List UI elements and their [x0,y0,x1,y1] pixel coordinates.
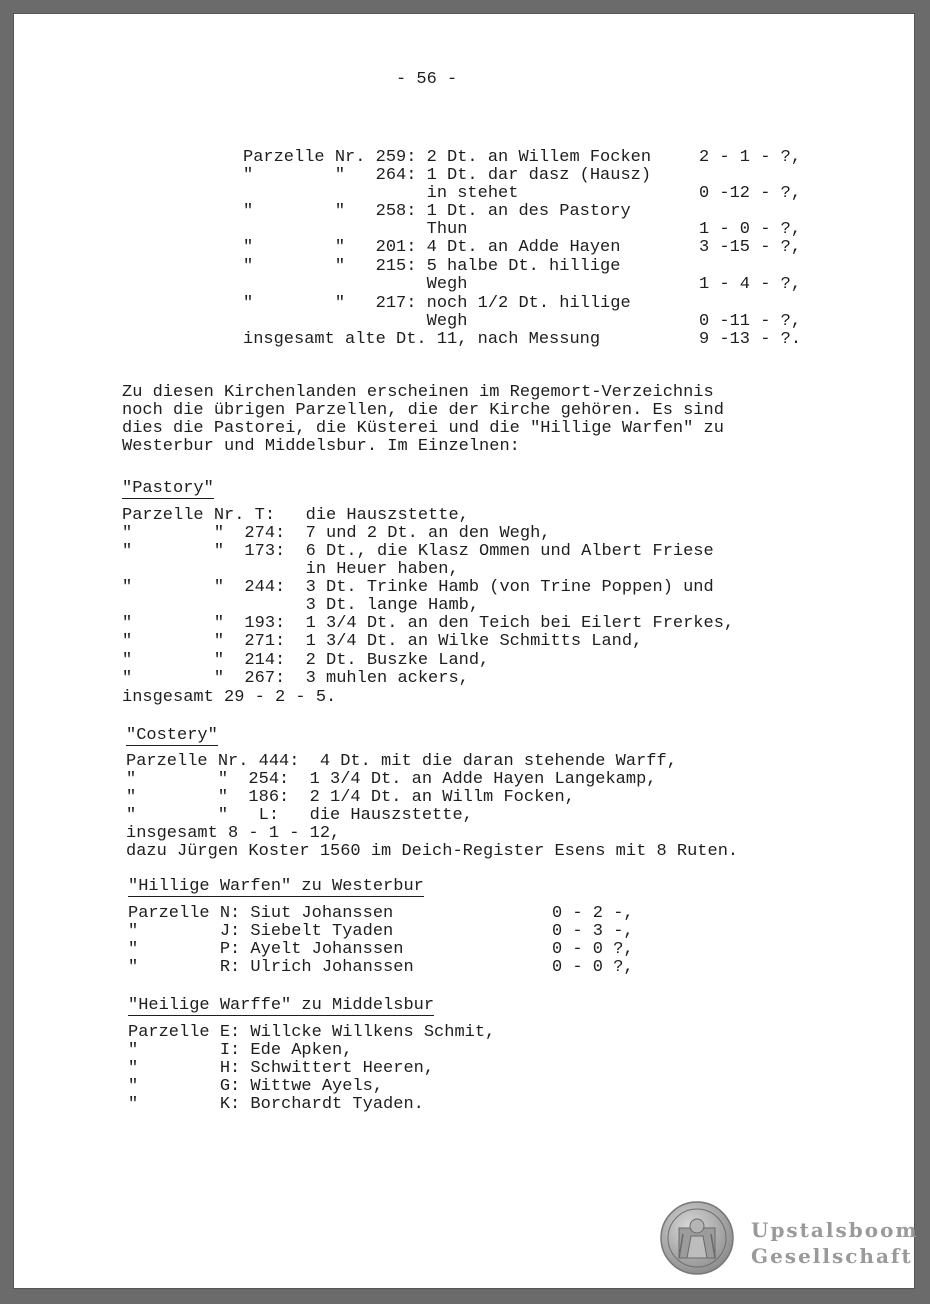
list-item: " " 271: 1 3/4 Dt. an Wilke Schmitts Land, [122,632,643,651]
list-item: " " 267: 3 muhlen ackers, [122,669,469,688]
table-row: in stehet [243,184,519,203]
table-row: " P: Ayelt Johanssen [128,940,404,959]
list-item: " " 274: 7 und 2 Dt. an den Wegh, [122,524,551,543]
table-row: Thun [243,220,468,239]
document-page [14,14,919,1288]
list-item: " K: Borchardt Tyaden. [128,1095,424,1114]
table-row-value: 0 -12 - ?, [699,184,802,203]
watermark-line: Gesellschaft [751,1244,913,1268]
list-item: " H: Schwittert Heeren, [128,1059,435,1078]
table-row: " " 217: noch 1/2 Dt. hillige [243,294,631,313]
table-row-value: 1 - 4 - ?, [699,275,802,294]
list-item: " " 254: 1 3/4 Dt. an Adde Hayen Langekamp, [126,770,657,789]
table-total-value: 9 -13 - ?. [699,330,802,349]
list-item: " " 193: 1 3/4 Dt. an den Teich bei Eilert Frerkes, [122,614,735,633]
table-row-value: 0 - 3 -, [552,922,634,941]
table-row-value: 2 - 1 - ?, [699,148,802,167]
table-total: insgesamt alte Dt. 11, nach Messung [243,330,601,349]
list-item: " " 214: 2 Dt. Buszke Land, [122,651,490,670]
table-row: " R: Ulrich Johanssen [128,958,414,977]
table-row: " " 215: 5 halbe Dt. hillige [243,257,621,276]
watermark-line: Upstalsboom [751,1218,919,1242]
list-item: Parzelle E: Willcke Willkens Schmit, [128,1023,496,1042]
list-item: " " 186: 2 1/4 Dt. an Willm Focken, [126,788,575,807]
list-item: " " 244: 3 Dt. Trinke Hamb (von Trine Poppen) und [122,578,714,597]
paragraph-line: Zu diesen Kirchenlanden erscheinen im Regemort-Verzeichnis [122,383,714,402]
list-item: 3 Dt. lange Hamb, [122,596,480,615]
section-heading: "Hillige Warfen" zu Westerbur [128,877,424,896]
paragraph-line: Westerbur und Middelsbur. Im Einzelnen: [122,437,520,456]
list-item: " " 173: 6 Dt., die Klasz Ommen und Albert Friese [122,542,714,561]
list-item: in Heuer haben, [122,560,459,579]
table-row: Parzelle Nr. 259: 2 Dt. an Willem Focken [243,148,652,167]
table-row-value: 3 -15 - ?, [699,238,802,257]
table-row: " J: Siebelt Tyaden [128,922,394,941]
section-total: insgesamt 8 - 1 - 12, [126,824,341,843]
page-number: - 56 - [396,70,458,89]
section-heading: "Costery" [126,726,218,745]
seal-icon [659,1200,735,1276]
section-heading: "Pastory" [122,479,214,498]
list-item: " I: Ede Apken, [128,1041,353,1060]
table-row: Wegh [243,275,468,294]
table-row: " " 201: 4 Dt. an Adde Hayen [243,238,621,257]
table-row: Parzelle N: Siut Johanssen [128,904,394,923]
table-row: Wegh [243,312,468,331]
list-item: dazu Jürgen Koster 1560 im Deich-Register Esens mit 8 Ruten. [126,842,739,861]
paragraph-line: dies die Pastorei, die Küsterei und die "Hillige Warfen" zu [122,419,724,438]
list-item: " G: Wittwe Ayels, [128,1077,384,1096]
list-item: Parzelle Nr. 444: 4 Dt. mit die daran stehende Warff, [126,752,677,771]
section-heading: "Heilige Warffe" zu Middelsbur [128,996,435,1015]
paragraph-line: noch die übrigen Parzellen, die der Kirche gehören. Es sind [122,401,724,420]
section-total: insgesamt 29 - 2 - 5. [122,688,337,707]
table-row-value: 0 - 0 ?, [552,940,634,959]
table-row: " " 264: 1 Dt. dar dasz (Hausz) [243,166,652,185]
list-item: Parzelle Nr. T: die Hauszstette, [122,506,469,525]
table-row-value: 0 - 0 ?, [552,958,634,977]
list-item: " " L: die Hauszstette, [126,806,473,825]
table-row: " " 258: 1 Dt. an des Pastory [243,202,631,221]
table-row-value: 0 -11 - ?, [699,312,802,331]
table-row-value: 1 - 0 - ?, [699,220,802,239]
table-row-value: 0 - 2 -, [552,904,634,923]
